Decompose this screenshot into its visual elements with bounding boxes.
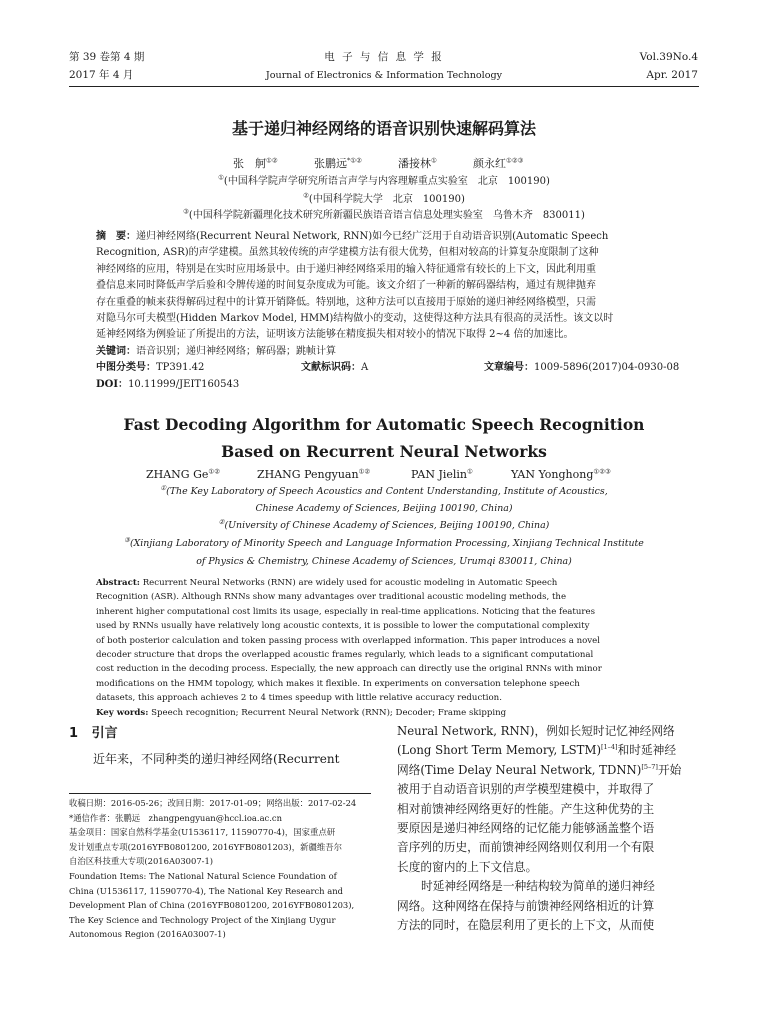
cn-doccode: 文献标识码：A — [301, 362, 369, 373]
en-abstract — [96, 576, 700, 720]
cn-affiliation-2: ②(中国科学院大学 北京 100190) — [303, 191, 465, 205]
footnote-line: Foundation Items: The National Natural Science Foundation of — [69, 870, 337, 881]
body-line: 要原因是递归神经网络的记忆能力能够涵盖整个语 — [397, 821, 655, 836]
section1-left-text: 近年来，不同种类的递归神经网络(Recurrent — [93, 752, 340, 766]
body-line: 网络(Time Delay Neural Network, TDNN)[5–7]开始 — [397, 762, 682, 777]
footnote-line: *通信作者：张鹏远 zhangpengyuan@hccl.ioa.ac.cn — [69, 812, 282, 823]
cn-affiliation-3: ③(中国科学院新疆理化技术研究所新疆民族语音语言信息处理实验室 乌鲁木齐 830011) — [183, 207, 585, 221]
header-journal-cn: 电 子 与 信 息 学 报 — [324, 51, 444, 63]
en-keywords: Key words: Speech recognition; Recurrent Neural Network (RNN); Decoder; Frame skipping — [96, 707, 507, 718]
header-date-en: Apr. 2017 — [646, 69, 698, 81]
cn-abstract — [96, 229, 700, 360]
en-affiliation-line: ②(University of Chinese Academy of Sciences, Beijing 100190, China) — [218, 517, 550, 531]
en-abstract-line: modifications on the HMM topology, which makes it flexible. In experiments on conversation telephone speech — [96, 678, 580, 689]
footnote-line: 基金项目：国家自然科学基金(U1536117, 11590770-4)，国家重点研 — [69, 827, 336, 838]
en-title-line-1: Fast Decoding Algorithm for Automatic Speech Recognition — [123, 415, 645, 434]
header-date: 2017 年 4 月 — [69, 69, 134, 81]
header-rule — [69, 86, 699, 87]
cn-abstract-line: 延神经网络为例验证了所提出的方法，证明该方法能够在精度损失相对较小的情况下取得 2~4 倍的加速比。 — [96, 329, 574, 341]
en-abstract-line: cost reduction in the decoding process. Especially, the new approach can directly use the original RNNs with minor — [96, 664, 602, 675]
cn-abstract-line: 存在重叠的帧来获得解码过程中的计算开销降低。特别地，这种方法可以直接用于原始的递归神经网络模型，只需 — [96, 296, 596, 308]
cn-author-1: 张 舸①② — [233, 156, 278, 170]
footnote-line: 收稿日期：2016-05-26；改回日期：2017-01-09；网络出版：2017-02-24 — [69, 798, 357, 808]
body-line: 网络。这种网络在保持与前馈神经网络相近的计算 — [397, 898, 655, 913]
en-abstract-line: datasets, this approach achieves 2 to 4 times speedup with little relative accuracy reduction. — [96, 693, 502, 704]
footnote-line: China (U1536117, 11590770-4), The National Key Research and — [69, 885, 343, 896]
cn-abstract-line: 神经网络的应用，特别是在实时应用场景中。由于递归神经网络采用的输入特征通常有较长的上下文，因此利用重 — [96, 263, 596, 275]
en-author-2: ZHANG Pengyuan①② — [257, 467, 371, 481]
cn-keywords: 关键词：语音识别；递归神经网络；解码器；跳帧计算 — [96, 345, 336, 357]
en-title-line-2: Based on Recurrent Neural Networks — [221, 442, 547, 461]
en-abstract-line: of both posterior calculation and token passing process with overlapped information. This paper introduces a novel — [96, 635, 600, 646]
section-heading: 1 引言 — [69, 726, 118, 741]
body-line: 长度的窗内的上下文信息。 — [397, 859, 538, 874]
section1-right-text — [397, 722, 699, 935]
footnote-line: Development Plan of China (2016YFB0801200, 2016YFB0801203), — [69, 900, 355, 911]
footnote-line: Autonomous Region (2016A03007-1) — [69, 929, 226, 940]
footnote-line: 发计划重点专项(2016YFB0801200, 2016YFB0801203)，新疆维吾尔 — [69, 841, 342, 852]
cn-abstract-line: 对隐马尔可夫模型(Hidden Markov Model, HMM)结构做小的变动，这使得这种方法具有很高的灵活性。该文以时 — [96, 313, 614, 325]
body-line: Neural Network, RNN)，例如长短时记忆神经网络 — [397, 724, 675, 738]
cn-clc: 中图分类号：TP391.42 — [96, 362, 205, 373]
body-line: (Long Short Term Memory, LSTM)[1–4]和时延神经 — [397, 743, 677, 758]
en-abstract-line: decoder structure that drops the overlapped acoustic frames regularly, which leads to a significant computational — [96, 650, 594, 661]
en-author-3: PAN Jielin① — [411, 467, 473, 481]
cn-abstract-line: 叠信息来同时降低声学后验和令牌传递的时间复杂度成为可能。该文介绍了一种新的解码器结构，通过有规律抛弃 — [96, 280, 596, 292]
body-line: 被用于自动语音识别的声学模型建模中，并取得了 — [397, 782, 655, 797]
en-abstract-line: Abstract: Recurrent Neural Networks (RNN) are widely used for acoustic modeling in Automatic Speech — [96, 578, 558, 588]
cn-articleno: 文章编号：1009-5896(2017)04-0930-08 — [484, 362, 680, 373]
header-vol-en: Vol.39No.4 — [639, 51, 698, 63]
header-volume: 第 39 卷第 4 期 — [69, 51, 145, 63]
cn-author-4: 颜永红①②③ — [473, 156, 524, 170]
header-journal-en: Journal of Electronics & Information Technology — [265, 70, 503, 81]
en-affiliation-line: of Physics & Chemistry, Chinese Academy of Sciences, Urumqi 830011, China) — [196, 556, 572, 567]
en-abstract-label: Abstract: — [96, 578, 140, 588]
footnote — [69, 796, 374, 942]
footnote-line: The Key Science and Technology Project of the Xinjiang Uygur — [69, 914, 336, 925]
body-line: 方法的同时，在隐层利用了更长的上下文，从而使 — [397, 918, 655, 933]
en-affiliation-line: ③(Xinjiang Laboratory of Minority Speech and Language Information Processing, Xinjiang Technical Institute — [124, 535, 644, 549]
footnote-rule — [69, 793, 371, 794]
cn-doi: DOI：10.11999/JEIT160543 — [96, 379, 240, 390]
cn-affiliation-1: ①(中国科学院声学研究所语言声学与内容理解重点实验室 北京 100190) — [218, 173, 550, 187]
body-line: 音序列的历史，而前馈神经网络则仅利用一个有限 — [397, 840, 655, 855]
body-line: 时延神经网络是一种结构较为简单的递归神经 — [421, 879, 655, 894]
en-author-4: YAN Yonghong①②③ — [511, 467, 611, 481]
cn-abstract-label: 摘 要： — [96, 231, 136, 242]
footnote-line: 自治区科技重大专项(2016A03007-1) — [69, 856, 214, 867]
en-abstract-line: Recognition (ASR). Although RNNs show many advantages over traditional acoustic modeling methods, the — [96, 592, 567, 603]
cn-abstract-line: 摘 要：递归神经网络(Recurrent Neural Network, RNN)如今已经广泛用于自动语音识别(Automatic Speech — [96, 231, 609, 242]
cn-author-2: 张鹏远*①② — [314, 156, 362, 170]
cn-author-3: 潘接林① — [398, 156, 437, 170]
en-abstract-line: inherent higher computational cost limits its usage, especially in real-time applications. Noticing that the features — [96, 606, 596, 617]
en-author-1: ZHANG Ge①② — [146, 467, 221, 481]
cn-abstract-line: Recognition, ASR)的声学建模。虽然其较传统的声学建模方法有很大优势，但相对较高的计算复杂度限制了这种 — [96, 247, 599, 259]
en-abstract-line: used by RNNs usually have relatively long acoustic contexts, it is possible to lower the computational complexity — [96, 621, 590, 632]
en-affiliation-line: Chinese Academy of Sciences, Beijing 100190, China) — [255, 503, 513, 514]
en-affiliation-line: ①(The Key Laboratory of Speech Acoustics and Content Understanding, Institute of Acoustics, — [160, 483, 608, 497]
body-line: 相对前馈神经网络更好的性能。产生这种优势的主 — [397, 801, 655, 816]
cn-title: 基于递归神经网络的语音识别快速解码算法 — [231, 119, 536, 138]
